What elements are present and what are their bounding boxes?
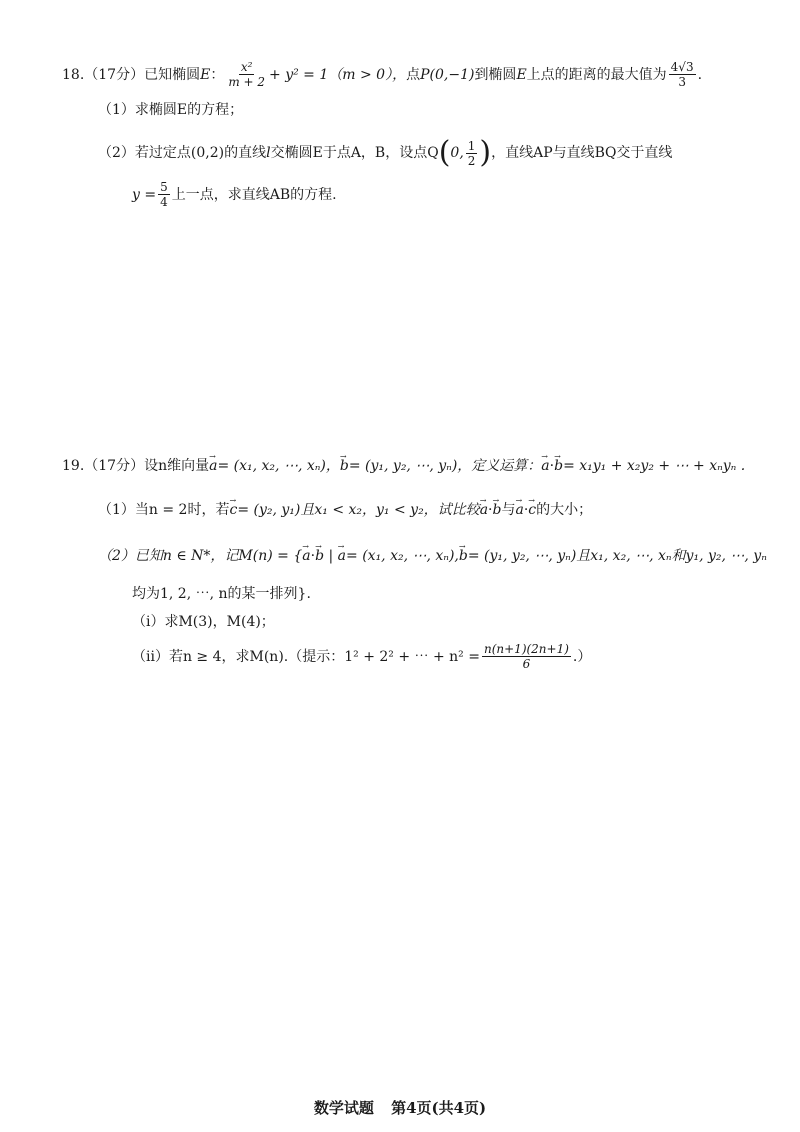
footer-subject: 数学试题 <box>313 1099 374 1117</box>
q19-line1: 19. （17分） 设n维向量 → a = (x₁, x₂, ⋯, xₙ)， → b = (y₁, y₂, ⋯, yₙ)，定义运算： → a · → b = x₁y₁ + x₂y₂ + ⋯ + xₙyₙ . <box>62 456 745 476</box>
q18-part2: （2）若过定点(0,2)的直线 l 交椭圆E于点A，B，设点Q ( 0, $\frac{1}{2}$ ) ，直线AP与直线BQ交于直线 <box>98 135 673 170</box>
q19-number: 19. <box>62 458 85 474</box>
q19-part2: （2）已知n ∈ N*，记M(n) = { → a · → b | → a = (x₁, x₂, ⋯, xₙ), → b = (y₁, y₂, ⋯, yₙ)且x₁, x₂, ⋯, xₙ和y₁, y₂, ⋯, yₙ <box>98 546 767 566</box>
q18-max-fraction: $\frac{4√3}{3}$ <box>670 60 694 89</box>
q18-line1: 18. （17分） 已知椭圆 E ： $\frac{\text{x²}}{m + 2}$ + y² = 1（m > 0）， 点 P(0,−1) 到椭圆 E 上点的距离的最大值为 $\frac{4√3}{3}$ . <box>62 60 703 89</box>
q18-q-fraction: $\frac{1}{2}$ <box>467 138 476 168</box>
q18-part1: （1）求椭圆E的方程； <box>98 102 244 118</box>
q18-score: （17分） <box>84 66 145 83</box>
q19-score: （17分） <box>84 458 145 474</box>
q19-part2-cont: 均为1, 2, ⋯, n的某一排列}. <box>132 586 311 602</box>
page-footer <box>0 1097 800 1118</box>
q19-part1: （1）当n = 2时，若 → c = (y₂, y₁)且x₁ < x₂，y₁ < y₂，试比较 → a · → b 与 → a · → c 的大小； <box>98 500 592 520</box>
q19-hint-fraction: $\frac{n(n+1)(2n+1)}{6}$ <box>483 642 569 671</box>
q18-ellipse-fraction: $\frac{\text{x²}}{m + 2}$ <box>228 60 266 89</box>
q18-part2-cont: y = $\frac{5}{4}$ 上一点，求直线AB的方程. <box>132 180 337 209</box>
q18-y-fraction: $\frac{5}{4}$ <box>160 180 168 209</box>
q18-number: 18. <box>62 66 85 83</box>
q19-sub-i: （i）求M(3)，M(4)； <box>132 614 275 630</box>
q19-sub-ii: （ii）若n ≥ 4，求M(n).（提示：1² + 2² + ⋯ + n² = $\frac{n(n+1)(2n+1)}{6}$ .） <box>132 642 592 671</box>
footer-page: 第4页(共4页) <box>391 1099 487 1117</box>
